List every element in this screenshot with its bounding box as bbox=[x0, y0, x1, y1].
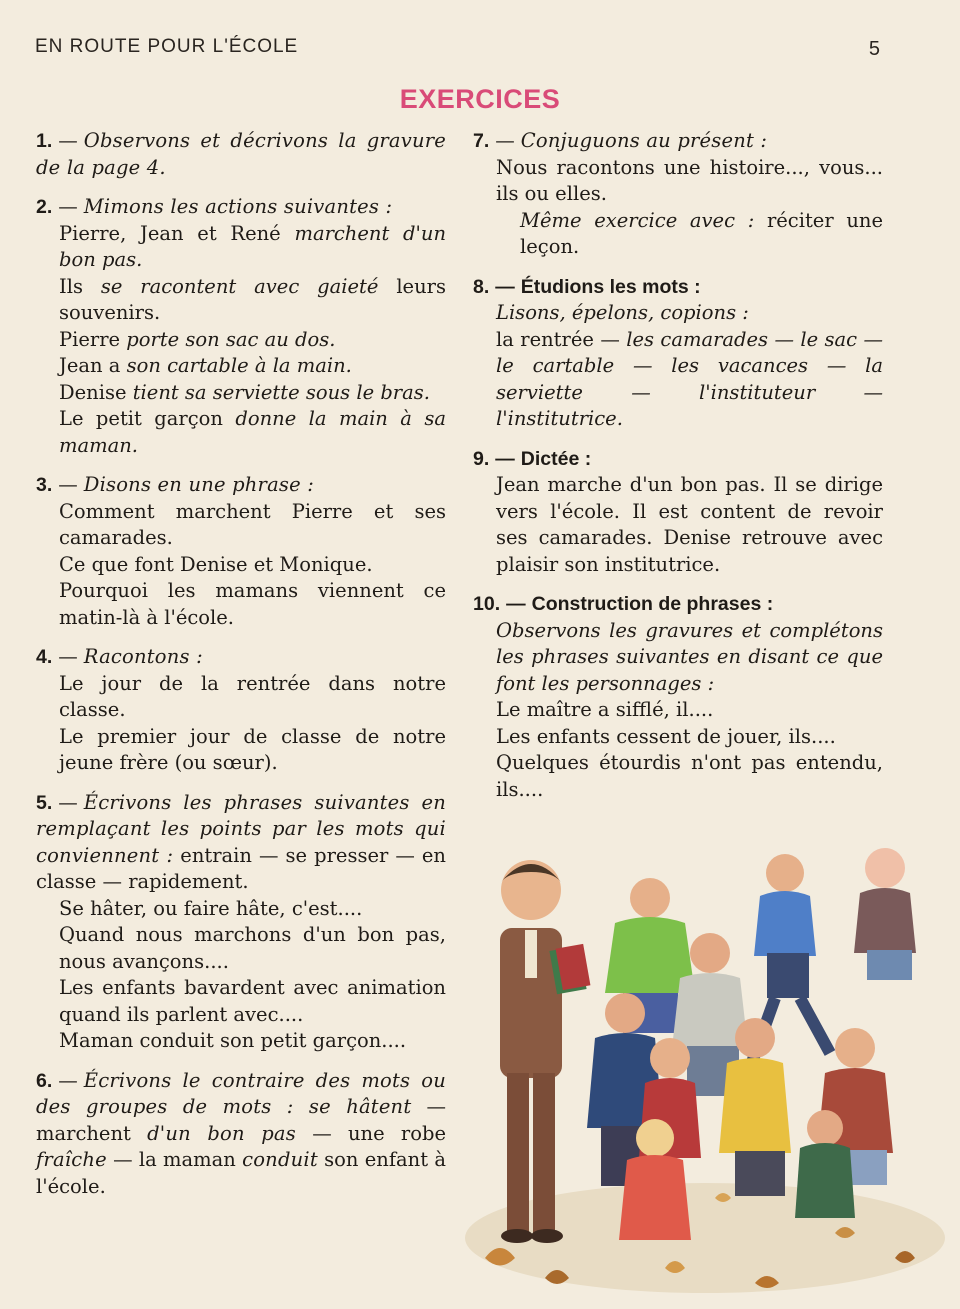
exercise-line: Quand nous marchons d'un bon pas, nous avançons.... bbox=[59, 923, 446, 973]
exercise-2: 2. — Mimons les actions suivantes : Pierre, Jean et René marchent d'un bon pas. Ils se racontent avec gaieté leurs souvenirs. Pierre porte son sac au dos. Jean a son cartable à la main. Denise tient sa serviette sous le bras. Le petit garçon donne la main à sa maman. bbox=[36, 194, 446, 459]
exercise-line: Ce que font Denise et Monique. bbox=[59, 552, 373, 576]
exercise-line: Le premier jour de classe de notre jeune frère (ou sœur). bbox=[59, 724, 446, 774]
exercise-instruction: Observons et décrivons la gravure de la page 4. bbox=[36, 129, 446, 179]
exercise-line: Pierre porte son sac au dos. bbox=[59, 327, 336, 351]
exercise-8: 8. — Étudions les mots : Lisons, épelons, copions : la rentrée — les camarades — le sac — le cartable — les vacances — la serviette — l'instituteur — l'institutrice. bbox=[473, 274, 883, 433]
exercise-10: 10. — Construction de phrases : Observons les gravures et complétons les phrases suivantes en disant ce que font les personnages : Le maître a sifflé, il.... Les enfants cessent de jouer, ils.... Quelques étourdis n'ont pas entendu, ils.... bbox=[473, 591, 883, 803]
exercise-line: Le petit garçon donne la main à sa maman. bbox=[59, 407, 446, 457]
exercise-7: 7. — Conjuguons au présent : Nous racontons une histoire..., vous... ils ou elles. Même exercice avec : réciter une leçon. bbox=[473, 128, 883, 261]
exercise-line: Les enfants cessent de jouer, ils.... bbox=[496, 724, 836, 748]
exercise-line: Même exercice avec : réciter une leçon. bbox=[520, 208, 883, 258]
exercise-instruction: Disons en une phrase : bbox=[83, 473, 315, 496]
left-column bbox=[36, 128, 446, 1213]
exercise-number: 2. bbox=[36, 196, 53, 218]
exercise-heading: Construction de phrases : bbox=[531, 593, 774, 615]
exercise-line: Nous racontons une histoire..., vous... ils ou elles. bbox=[496, 155, 883, 205]
exercise-instruction: Lisons, épelons, copions : bbox=[496, 301, 749, 324]
exercise-3: 3. — Disons en une phrase : Comment marchent Pierre et ses camarades. Ce que font Denise et Monique. Pourquoi les mamans viennent ce matin-là à l'école. bbox=[36, 472, 446, 631]
exercise-instruction: Conjuguons au présent : bbox=[520, 129, 768, 152]
exercise-instruction: Écrivons les phrases suivantes en remplaçant les points par les mots qui conviennent : bbox=[36, 790, 446, 867]
exercise-6: 6. — Écrivons le contraire des mots ou des groupes de mots : se hâtent — marchent d'un bon pas — une robe fraîche — la maman conduit son enfant à l'école. bbox=[36, 1068, 446, 1198]
exercise-line: Comment marchent Pierre et ses camarades. bbox=[59, 499, 446, 549]
exercise-line: Quelques étourdis n'ont pas entendu, ils.... bbox=[496, 751, 883, 801]
exercise-5: 5. — Écrivons les phrases suivantes en remplaçant les points par les mots qui conviennent : entrain — se presser — en classe — rapidement. Se hâter, ou faire hâte, c'est.... Quand nous marchons d'un bon pas, nous avançons.... Les enfants bavardent avec animation quand ils parlent avec.... Maman conduit son petit garçon.... bbox=[36, 790, 446, 1055]
exercise-1: 1. — Observons et décrivons la gravure de la page 4. bbox=[36, 129, 446, 179]
exercise-line: Jean a son cartable à la main. bbox=[59, 354, 352, 377]
exercise-instruction: Racontons : bbox=[83, 645, 203, 668]
exercise-heading: Étudions les mots : bbox=[520, 275, 701, 298]
exercise-line: Se hâter, ou faire hâte, c'est.... bbox=[59, 896, 363, 920]
exercise-line: Ils se racontent avec gaieté leurs souvenirs. bbox=[59, 274, 446, 324]
exercise-line: Les enfants bavardent avec animation quand ils parlent avec.... bbox=[59, 976, 446, 1026]
exercise-line: Le jour de la rentrée dans notre classe. bbox=[59, 671, 446, 721]
schoolyard-illustration bbox=[455, 838, 950, 1298]
exercise-line: Maman conduit son petit garçon.... bbox=[59, 1029, 407, 1052]
exercise-9: 9. — Dictée : Jean marche d'un bon pas. Il se dirige vers l'école. Il est content de revoir ses camarades. Denise retrouve avec plaisir son institutrice. bbox=[473, 446, 883, 579]
teacher-figure bbox=[500, 860, 590, 1243]
exercise-instruction: Écrivons le contraire des mots ou des groupes de mots : bbox=[36, 1068, 446, 1118]
exercise-instruction: Mimons les actions suivantes : bbox=[83, 195, 393, 218]
word-list: la rentrée — les camarades — le sac — le cartable — les vacances — la serviette — l'instituteur — l'institutrice. bbox=[496, 327, 883, 430]
page-title: EXERCICES bbox=[399, 84, 561, 114]
exercise-line: Pourquoi les mamans viennent ce matin-là à l'école. bbox=[59, 579, 446, 629]
exercise-instruction: Observons les gravures et complétons les phrases suivantes en disant ce que font les personnages : bbox=[496, 618, 883, 695]
exercise-heading: Dictée : bbox=[520, 447, 592, 470]
children-group bbox=[587, 848, 916, 1240]
exercise-4: 4. — Racontons : Le jour de la rentrée dans notre classe. Le premier jour de classe de notre jeune frère (ou sœur). bbox=[36, 644, 446, 777]
word-list: entrain — se presser — en classe — rapidement. bbox=[36, 843, 446, 893]
right-column bbox=[473, 128, 883, 816]
exercise-number: 1. bbox=[36, 130, 53, 152]
exercise-line: Le maître a sifflé, il.... bbox=[496, 698, 714, 721]
exercise-line: Pierre, Jean et René marchent d'un bon pas. bbox=[59, 221, 446, 271]
page-number: 5 bbox=[868, 38, 880, 60]
exercise-line: Denise tient sa serviette sous le bras. bbox=[59, 380, 430, 404]
running-header: EN ROUTE POUR L'ÉCOLE bbox=[35, 36, 299, 57]
dictation-text: Jean marche d'un bon pas. Il se dirige vers l'école. Il est content de revoir ses camarades. Denise retrouve avec plaisir son institutrice. bbox=[496, 473, 883, 576]
